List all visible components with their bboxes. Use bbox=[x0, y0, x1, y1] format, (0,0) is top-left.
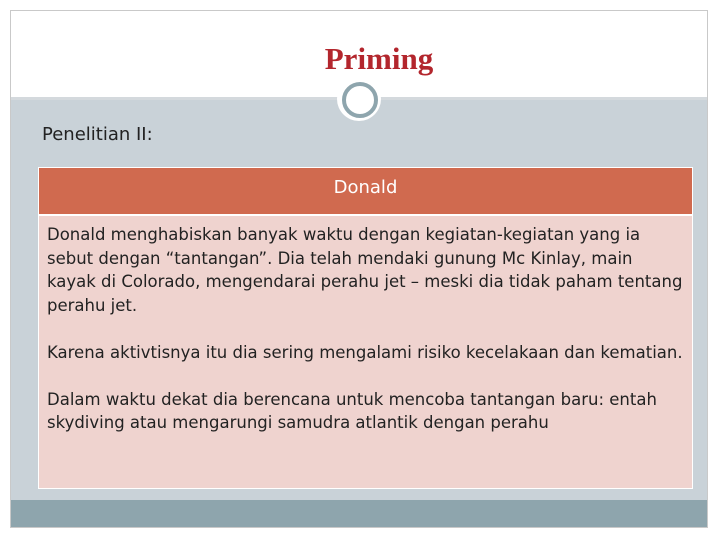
table-header: Donald bbox=[39, 168, 692, 216]
info-table bbox=[38, 167, 693, 489]
slide-title: Priming bbox=[324, 41, 434, 76]
bottom-bar bbox=[11, 500, 707, 527]
table-body bbox=[39, 216, 692, 488]
section-heading: Penelitian II: bbox=[42, 124, 153, 145]
table-paragraph: Donald menghabiskan banyak waktu dengan kegiatan-kegiatan yang ia sebut dengan “tantangan”. Dia telah mendaki gunung Mc Kinlay, main kayak di Colorado, mengendarai perahu jet – meski dia tidak paham tentang perahu jet. bbox=[47, 225, 683, 315]
circle-ring-icon bbox=[342, 82, 378, 118]
table-paragraph: Karena aktivtisnya itu dia sering mengalami risiko kecelakaan dan kematian. bbox=[47, 342, 683, 362]
table-paragraph: Dalam waktu dekat dia berencana untuk mencoba tantangan baru: entah skydiving atau mengarungi samudra atlantik dengan perahu bbox=[47, 389, 657, 432]
